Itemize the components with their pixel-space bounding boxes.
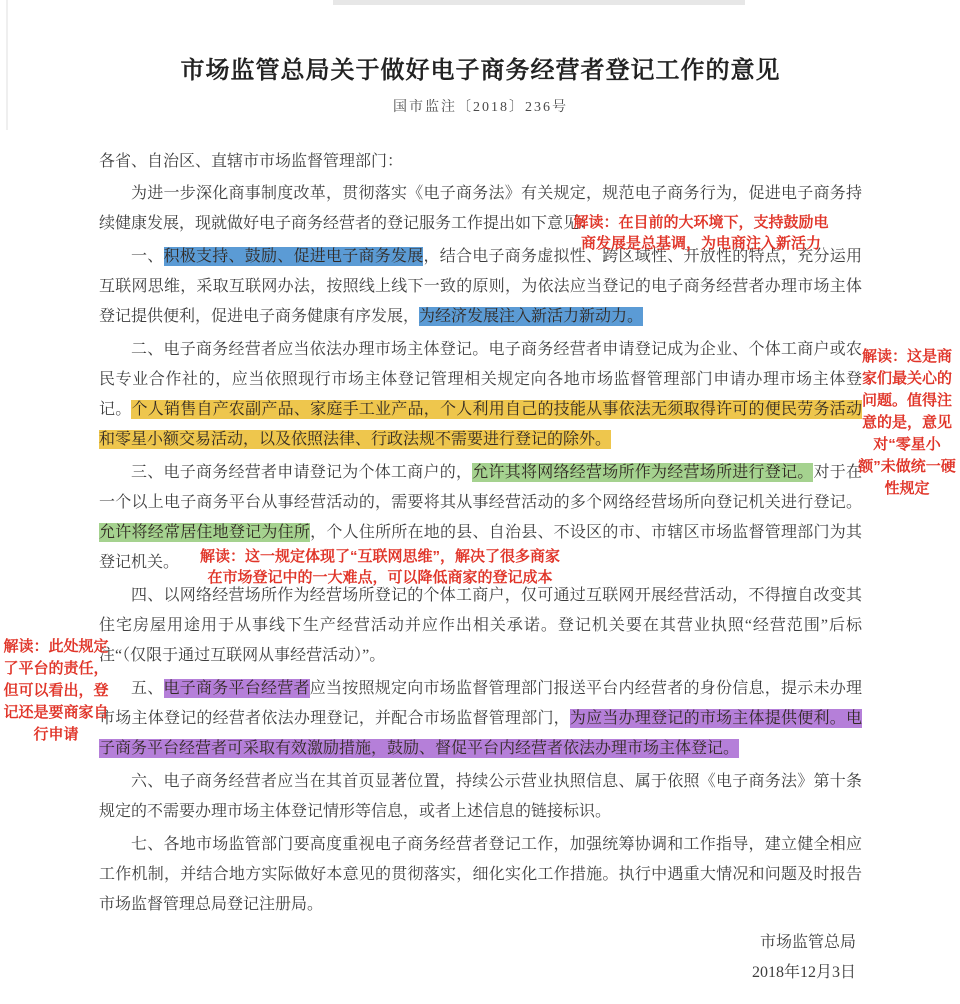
paragraph-item-6	[99, 767, 862, 827]
body-text-segment: 三、电子商务经营者申请登记为个体工商户的，	[131, 464, 473, 481]
scan-artifact-edge	[6, 0, 8, 130]
body-text-segment: ，个人住所所在地的县、自治县、不设区的市、市辖区市场监督管理部门为其登记机关。	[99, 524, 862, 571]
body-text-segment: 五、	[131, 680, 164, 697]
paragraph-item-5	[99, 674, 862, 764]
highlight-blue: 积极支持、鼓励、促进电子商务发展	[163, 248, 424, 265]
signature-date: 2018年12月3日	[751, 964, 856, 981]
highlight-yellow: 个人销售自产农副产品、家庭手工业产品，个人利用自己的技能从事依法无须取得许可的便民劳务活动和零星小额交易活动，以及依照法律、行政法规不需要进行登记的除外。	[99, 401, 862, 448]
body-text-segment: 应当按照规定向市场监督管理部门报送平台内经营者的身份信息，提示未办理市场主体登记的经营者依法办理登记，并配合市场监督管理部门，	[99, 680, 862, 727]
highlight-blue: 为经济发展注入新活力新动力。	[419, 308, 644, 325]
body-text-segment: 六、电子商务经营者应当在其首页显著位置，持续公示营业执照信息、属于依照《电子商务法》第十条规定的不需要办理市场主体登记情形等信息，或者上述信息的链接标识。	[99, 773, 862, 820]
paragraph-item-4	[99, 581, 862, 671]
body-text-segment: 对于在一个以上电子商务平台从事经营活动的，需要将其从事经营活动的多个网络经营场所向登记机关进行登记。	[99, 464, 862, 511]
signature-org: 市场监管总局	[759, 934, 856, 951]
scan-artifact-strip	[333, 0, 745, 5]
body-text-segment: 七、各地市场监管部门要高度重视电子商务经营者登记工作，加强统筹协调和工作指导，建立健全相应工作机制，并结合地方实际做好本意见的贯彻落实，细化实化工作措施。执行中遇重大情况和问题及时报告市场监督管理总局登记注册局。	[99, 836, 862, 913]
highlight-purple: 电子商务平台经营者	[163, 680, 310, 697]
annotation-note-3: 解读：这一规定体现了“互联网思维”，解决了很多商家在市场登记中的一大难点，可以降低商家的登记成本	[199, 548, 560, 586]
signature-block	[99, 928, 862, 988]
body-text-segment: 二、电子商务经营者应当依法办理市场主体登记。电子商务经营者申请登记成为企业、个体工商户或农民专业合作社的，应当依照现行市场主体登记管理相关规定向各地市场监督管理部门申请办理市场主体登记。	[99, 341, 862, 418]
paragraph-item-2	[99, 335, 862, 455]
paragraph-item-7	[99, 830, 862, 920]
highlight-green: 允许其将网络经营场所作为经营场所进行登记。	[472, 464, 814, 481]
salutation: 各省、自治区、直辖市市场监督管理部门：	[99, 153, 404, 170]
body-text-segment: 为进一步深化商事制度改革，贯彻落实《电子商务法》有关规定，规范电子商务行为，促进电子商务持续健康发展，现就做好电子商务经营者的登记服务工作提出如下意见：	[99, 185, 862, 232]
annotation-note-1: 解读：在目前的大环境下，支持鼓励电商发展是总基调，为电商注入新活力	[573, 214, 829, 252]
body-text-segment: ，结合电子商务虚拟性、跨区域性、开放性的特点，充分运用互联网思维，采取互联网办法，按照线上线下一致的原则，为依法应当登记的电子商务经营者办理市场主体登记提供便利，促进电子商务健康有序发展，	[99, 248, 862, 325]
paragraph-item-1	[99, 242, 862, 332]
highlight-purple: 为应当办理登记的市场主体提供便利。电子商务平台经营者可采取有效激励措施，鼓励、督促平台内经营者依法办理市场主体登记。	[99, 710, 862, 757]
document-title: 市场监管总局关于做好电子商务经营者登记工作的意见	[180, 57, 781, 84]
body-text-segment: 一、	[131, 248, 164, 265]
annotation-note-4: 解读：此处规定了平台的责任，但可以看出，登记还是要商家自行申请	[3, 638, 109, 743]
annotation-note-2: 解读：这是商家们最关心的问题。值得注意的是，意见对“零星小额”未做统一硬性规定	[858, 348, 956, 497]
doc-number: 国市监注〔2018〕236号	[393, 100, 568, 115]
document-content	[99, 50, 862, 988]
highlight-green: 允许将经常居住地登记为住所	[99, 524, 311, 541]
body-text-segment: 四、以网络经营场所作为经营场所登记的个体工商户，仅可通过互联网开展经营活动，不得擅自改变其住宅房屋用途用于从事线下生产经营活动并应作出相关承诺。登记机关要在其营业执照“经营范围”后标注“（仅限于通过互联网从事经营活动）”。	[99, 587, 862, 664]
